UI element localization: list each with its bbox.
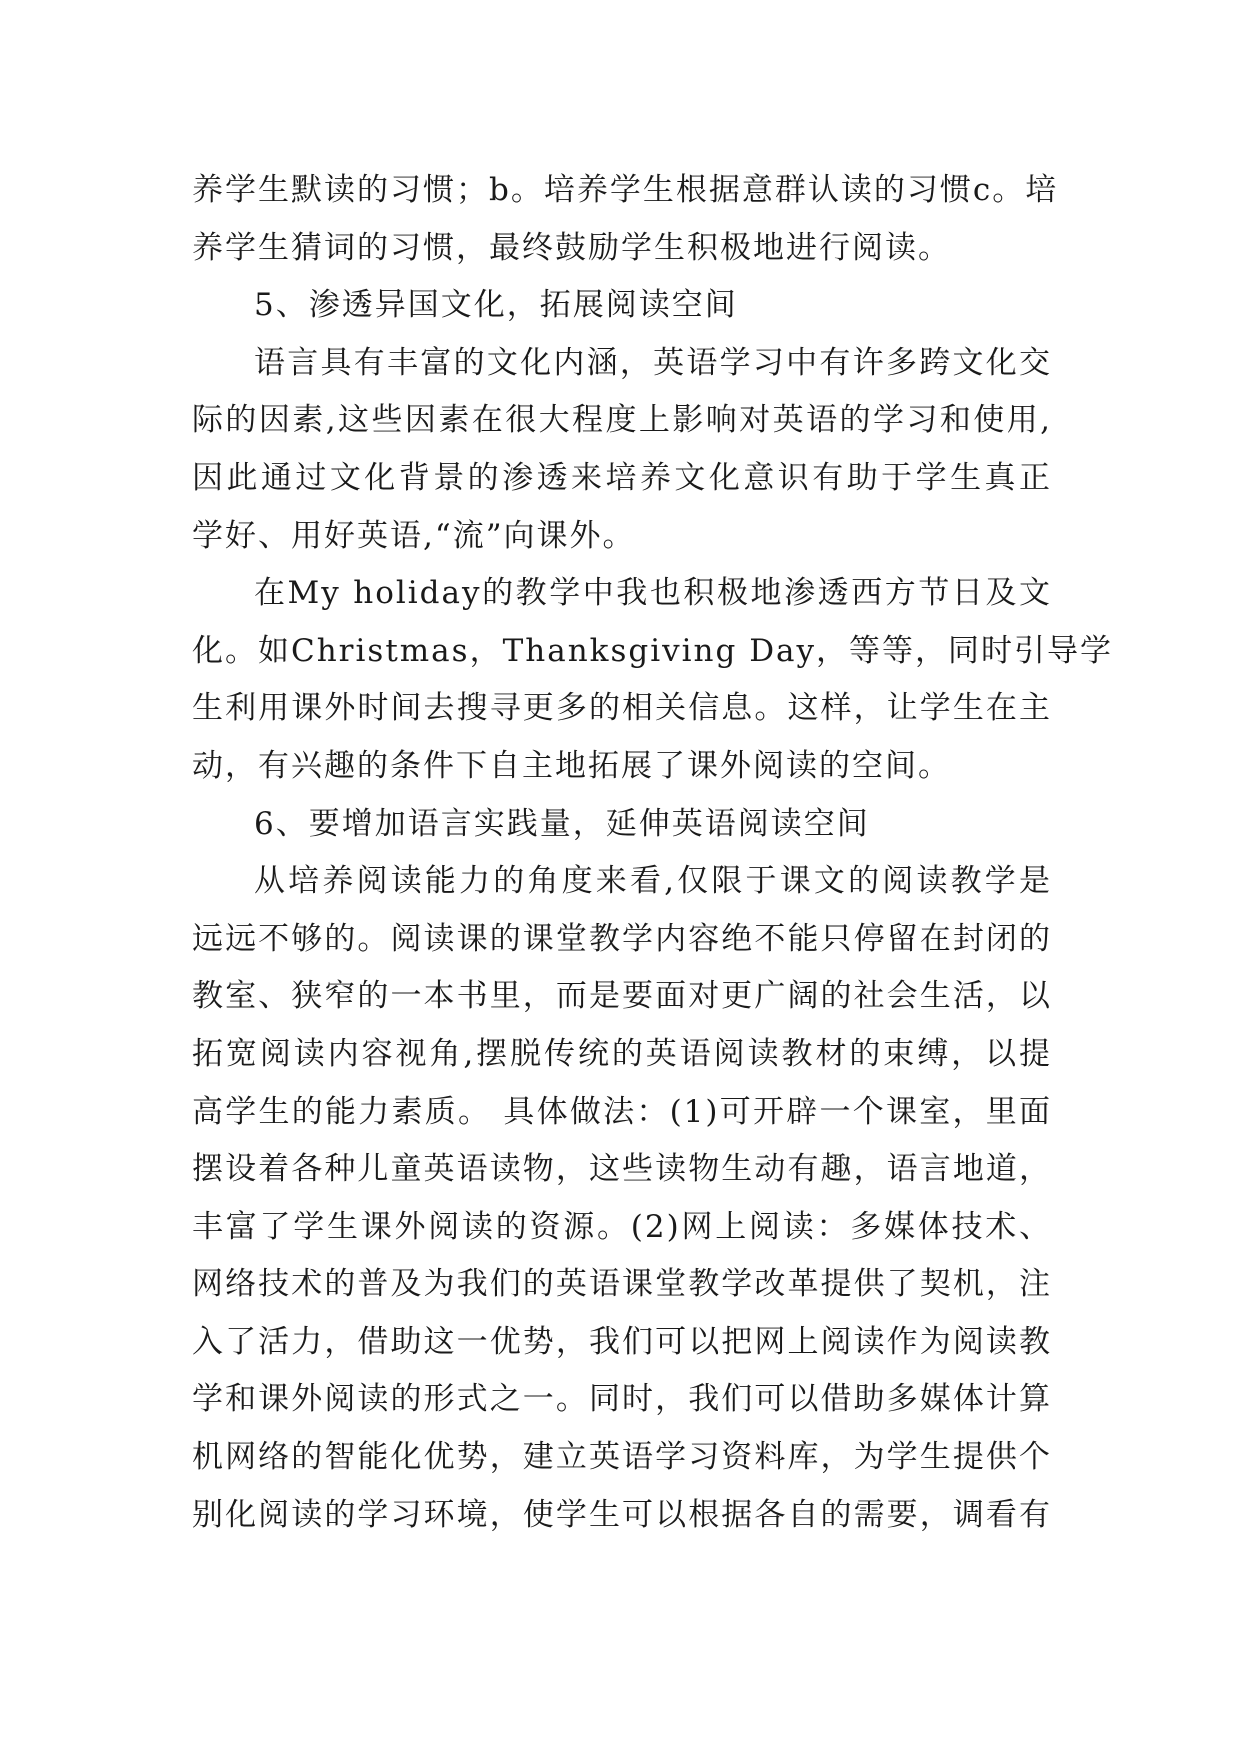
text-line: 拓宽阅读内容视角,摆脱传统的英语阅读教材的束缚，以提 — [192, 1035, 1052, 1072]
text-line: 机网络的智能化优势，建立英语学习资料库，为学生提供个 — [192, 1439, 1052, 1476]
text-line: 生利用课外时间去搜寻更多的相关信息。这样，让学生在主 — [192, 690, 1052, 727]
text-line: 网络技术的普及为我们的英语课堂教学改革提供了契机，注 — [192, 1266, 1052, 1303]
text-line: 摆设着各种儿童英语读物，这些读物生动有趣，语言地道， — [192, 1151, 1052, 1188]
text-line: 学和课外阅读的形式之一。同时，我们可以借助多媒体计算 — [192, 1381, 1052, 1418]
text-line: 养学生默读的习惯；b。培养学生根据意群认读的习惯c。培 — [192, 172, 1059, 208]
text-line: 养学生猜词的习惯，最终鼓励学生积极地进行阅读。 — [192, 229, 951, 266]
text-line: 丰富了学生课外阅读的资源。(2)网上阅读：多媒体技术、 — [192, 1208, 1052, 1245]
text-line: 高学生的能力素质。 具体做法：(1)可开辟一个课室，里面 — [192, 1093, 1052, 1130]
text-line: 动，有兴趣的条件下自主地拓展了课外阅读的空间。 — [192, 747, 951, 784]
text-line: 语言具有丰富的文化内涵，英语学习中有许多跨文化交 — [254, 344, 1052, 381]
text-line: 际的因素,这些因素在很大程度上影响对英语的学习和使用, — [192, 402, 1052, 439]
section-heading-5: 5、渗透异国文化，拓展阅读空间 — [254, 287, 738, 324]
text-line: 教室、狭窄的一本书里，而是要面对更广阔的社会生活，以 — [192, 978, 1052, 1015]
text-line: 在My holiday的教学中我也积极地渗透西方节日及文 — [254, 575, 1052, 612]
document-page — [192, 162, 1114, 1544]
text-line: 从培养阅读能力的角度来看,仅限于课文的阅读教学是 — [254, 863, 1052, 900]
text-line: 别化阅读的学习环境，使学生可以根据各自的需要，调看有 — [192, 1496, 1052, 1533]
text-line: 因此通过文化背景的渗透来培养文化意识有助于学生真正 — [192, 459, 1052, 496]
text-line: 化。如Christmas，Thanksgiving Day，等等，同时引导学 — [192, 632, 1114, 669]
text-line: 入了活力，借助这一优势，我们可以把网上阅读作为阅读教 — [192, 1323, 1052, 1360]
section-heading-6: 6、要增加语言实践量，延伸英语阅读空间 — [254, 805, 870, 842]
text-line: 远远不够的。阅读课的课堂教学内容绝不能只停留在封闭的 — [192, 920, 1052, 957]
text-line: 学好、用好英语,“流”向课外。 — [192, 517, 636, 554]
